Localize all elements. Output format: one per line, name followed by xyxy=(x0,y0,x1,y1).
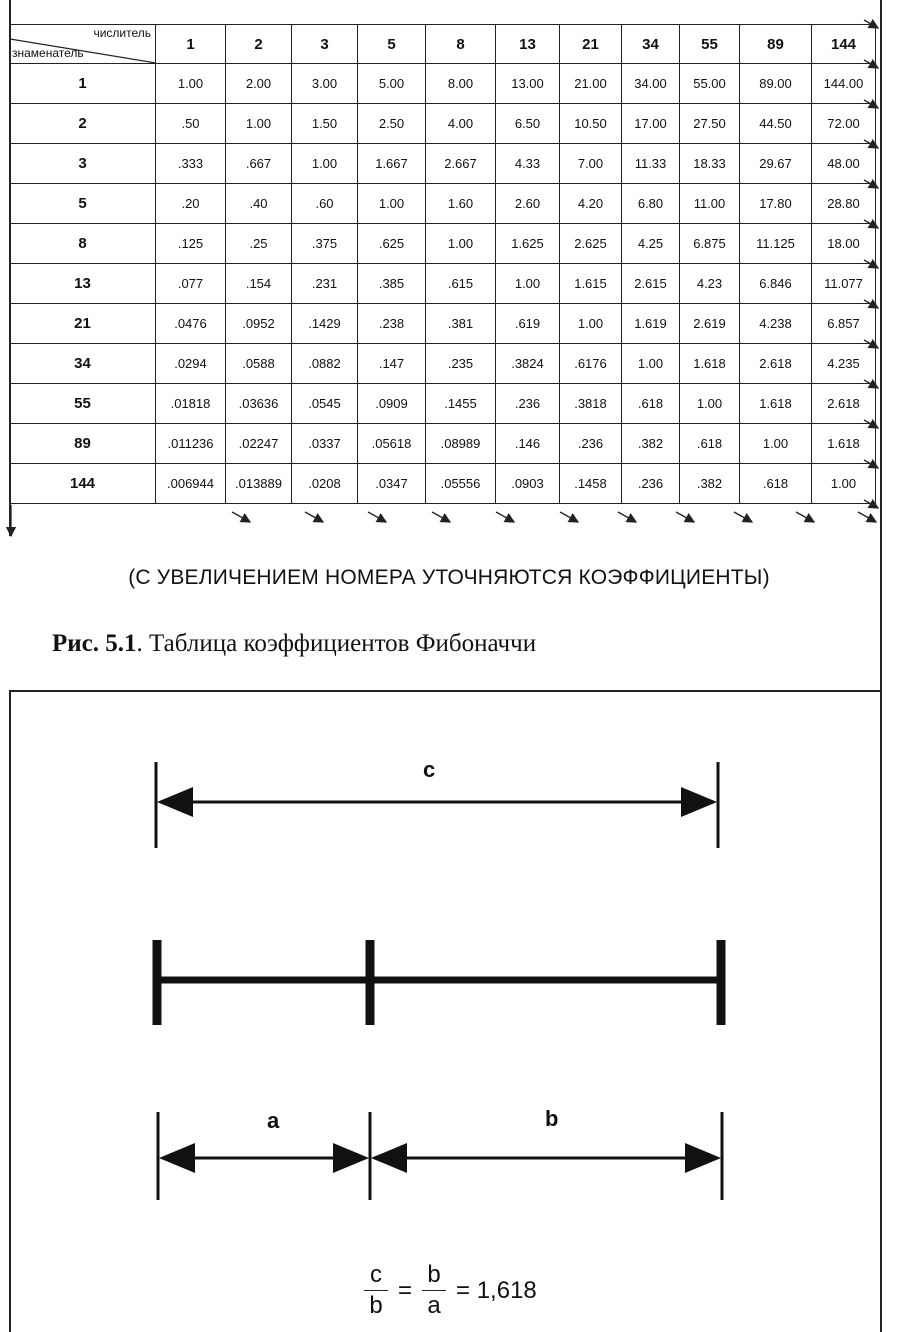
table-cell: .0208 xyxy=(292,464,358,504)
table-cell: .01818 xyxy=(156,384,226,424)
column-header: 8 xyxy=(426,25,496,64)
table-cell: 1.00 xyxy=(496,264,560,304)
fraction-b-over-a xyxy=(422,1262,446,1319)
row-diagonal-arrow xyxy=(864,140,878,148)
table-cell: .006944 xyxy=(156,464,226,504)
table-cell: 2.619 xyxy=(680,304,740,344)
table-cell: 48.00 xyxy=(812,144,876,184)
table-cell: 1.618 xyxy=(680,344,740,384)
table-cell: .615 xyxy=(426,264,496,304)
fraction-bar xyxy=(364,1290,388,1291)
column-diagonal-arrow xyxy=(734,512,752,522)
table-cell: 4.238 xyxy=(740,304,812,344)
table-cell: 8.00 xyxy=(426,64,496,104)
column-diagonal-arrow xyxy=(560,512,578,522)
table-cell: 21.00 xyxy=(560,64,622,104)
table-cell: .618 xyxy=(680,424,740,464)
table-cell: .236 xyxy=(560,424,622,464)
fraction-numerator: b xyxy=(427,1261,441,1288)
table-cell: .625 xyxy=(358,224,426,264)
table-cell: 6.846 xyxy=(740,264,812,304)
column-diagonal-arrow xyxy=(368,512,386,522)
table-cell: 3.00 xyxy=(292,64,358,104)
equals-sign: = xyxy=(398,1276,413,1304)
formula-result: = 1,618 xyxy=(456,1276,537,1304)
table-cell: 17.00 xyxy=(622,104,680,144)
table-cell: .385 xyxy=(358,264,426,304)
table-cell: .013889 xyxy=(226,464,292,504)
table-cell: .619 xyxy=(496,304,560,344)
row-header: 13 xyxy=(10,264,156,304)
table-cell: .50 xyxy=(156,104,226,144)
table-cell: 2.618 xyxy=(740,344,812,384)
row-header: 8 xyxy=(10,224,156,264)
table-cell: 5.00 xyxy=(358,64,426,104)
table-cell: 1.667 xyxy=(358,144,426,184)
table-cell: 1.00 xyxy=(622,344,680,384)
row-header: 2 xyxy=(10,104,156,144)
fraction-c-over-b xyxy=(364,1262,388,1319)
table-cell: .238 xyxy=(358,304,426,344)
table-cell: 55.00 xyxy=(680,64,740,104)
table-cell: .0882 xyxy=(292,344,358,384)
table-cell: .154 xyxy=(226,264,292,304)
table-cell: .6176 xyxy=(560,344,622,384)
golden-ratio-formula xyxy=(360,1262,543,1319)
table-cell: 72.00 xyxy=(812,104,876,144)
table-cell: 18.00 xyxy=(812,224,876,264)
table-cell: 2.00 xyxy=(226,64,292,104)
row-diagonal-arrow xyxy=(864,60,878,68)
table-cell: 1.00 xyxy=(560,304,622,344)
table-cell: .25 xyxy=(226,224,292,264)
column-header: 55 xyxy=(680,25,740,64)
table-cell: 4.25 xyxy=(622,224,680,264)
figure-title: . Таблица коэффициентов Фибоначчи xyxy=(136,630,537,657)
table-cell: .077 xyxy=(156,264,226,304)
table-cell: .05618 xyxy=(358,424,426,464)
table-cell: .0337 xyxy=(292,424,358,464)
table-cell: 1.50 xyxy=(292,104,358,144)
column-diagonal-arrow xyxy=(796,512,814,522)
table-cell: 6.50 xyxy=(496,104,560,144)
table-cell: .236 xyxy=(622,464,680,504)
table-cell: 1.00 xyxy=(812,464,876,504)
table-cell: 2.60 xyxy=(496,184,560,224)
column-header: 144 xyxy=(812,25,876,64)
table-cell: .03636 xyxy=(226,384,292,424)
table-cell: 4.00 xyxy=(426,104,496,144)
table-cell: .60 xyxy=(292,184,358,224)
table-cell: 89.00 xyxy=(740,64,812,104)
table-cell: 29.67 xyxy=(740,144,812,184)
row-diagonal-arrow xyxy=(864,180,878,188)
row-diagonal-arrow xyxy=(864,100,878,108)
column-diagonal-arrow xyxy=(305,512,323,522)
table-cell: 2.625 xyxy=(560,224,622,264)
table-cell: .1458 xyxy=(560,464,622,504)
table-cell: .667 xyxy=(226,144,292,184)
row-header: 1 xyxy=(10,64,156,104)
table-cell: 1.00 xyxy=(426,224,496,264)
table-cell: .618 xyxy=(740,464,812,504)
table-cell: 28.80 xyxy=(812,184,876,224)
table-cell: .20 xyxy=(156,184,226,224)
row-header: 55 xyxy=(10,384,156,424)
table-cell: 1.60 xyxy=(426,184,496,224)
column-diagonal-arrow xyxy=(496,512,514,522)
table-cell: .011236 xyxy=(156,424,226,464)
column-diagonal-arrow xyxy=(858,512,876,522)
table-cell: .08989 xyxy=(426,424,496,464)
table-cell: 4.33 xyxy=(496,144,560,184)
table-cell: 1.618 xyxy=(812,424,876,464)
table-cell: 1.00 xyxy=(740,424,812,464)
column-header: 3 xyxy=(292,25,358,64)
table-cell: 1.00 xyxy=(226,104,292,144)
table-cell: 27.50 xyxy=(680,104,740,144)
column-diagonal-arrow xyxy=(232,512,250,522)
table-cell: .381 xyxy=(426,304,496,344)
table-cell: 4.20 xyxy=(560,184,622,224)
table-cell: .125 xyxy=(156,224,226,264)
row-diagonal-arrow xyxy=(864,500,878,508)
table-cell: .3818 xyxy=(560,384,622,424)
row-header: 5 xyxy=(10,184,156,224)
table-cell: 1.618 xyxy=(740,384,812,424)
frame-left-line-lower xyxy=(9,690,11,1332)
table-cell: 6.80 xyxy=(622,184,680,224)
table-cell: 4.23 xyxy=(680,264,740,304)
fraction-numerator: c xyxy=(370,1261,382,1288)
row-diagonal-arrow xyxy=(864,420,878,428)
row-header: 21 xyxy=(10,304,156,344)
table-cell: .231 xyxy=(292,264,358,304)
denominator-label: знаменатель xyxy=(12,46,84,60)
table-cell: 13.00 xyxy=(496,64,560,104)
table-cell: 2.618 xyxy=(812,384,876,424)
table-cell: .382 xyxy=(680,464,740,504)
row-diagonal-arrow xyxy=(864,260,878,268)
table-cell: 7.00 xyxy=(560,144,622,184)
table-cell: .333 xyxy=(156,144,226,184)
table-cell: 4.235 xyxy=(812,344,876,384)
column-header: 1 xyxy=(156,25,226,64)
table-cell: .0952 xyxy=(226,304,292,344)
table-cell: .1429 xyxy=(292,304,358,344)
table-cell: 2.667 xyxy=(426,144,496,184)
column-diagonal-arrow xyxy=(618,512,636,522)
table-cell: 11.125 xyxy=(740,224,812,264)
numerator-label: числитель xyxy=(93,26,151,40)
table-cell: .236 xyxy=(496,384,560,424)
label-a: a xyxy=(267,1108,280,1133)
table-cell: .375 xyxy=(292,224,358,264)
table-cell: 144.00 xyxy=(812,64,876,104)
table-cell: 44.50 xyxy=(740,104,812,144)
table-cell: 1.00 xyxy=(292,144,358,184)
table-cell: .147 xyxy=(358,344,426,384)
table-cell: 2.50 xyxy=(358,104,426,144)
table-cell: 34.00 xyxy=(622,64,680,104)
table-cell: 6.857 xyxy=(812,304,876,344)
table-cell: .0476 xyxy=(156,304,226,344)
row-diagonal-arrow xyxy=(864,460,878,468)
table-cell: .0588 xyxy=(226,344,292,384)
fraction-denominator: b xyxy=(369,1292,383,1319)
column-header: 21 xyxy=(560,25,622,64)
row-diagonal-arrow xyxy=(864,20,878,28)
table-cell: 11.33 xyxy=(622,144,680,184)
column-header: 34 xyxy=(622,25,680,64)
column-header: 89 xyxy=(740,25,812,64)
table-note: (С УВЕЛИЧЕНИЕМ НОМЕРА УТОЧНЯЮТСЯ КОЭФФИЦИЕНТЫ) xyxy=(128,566,770,589)
figure-number: Рис. 5.1 xyxy=(52,630,137,657)
row-diagonal-arrow xyxy=(864,220,878,228)
table-cell: 11.077 xyxy=(812,264,876,304)
column-diagonal-arrow xyxy=(676,512,694,522)
table-cell: .382 xyxy=(622,424,680,464)
table-cell: 1.00 xyxy=(156,64,226,104)
table-cell: 10.50 xyxy=(560,104,622,144)
row-diagonal-arrow xyxy=(864,300,878,308)
table-cell: 11.00 xyxy=(680,184,740,224)
table-cell: 18.33 xyxy=(680,144,740,184)
table-cell: 2.615 xyxy=(622,264,680,304)
column-diagonal-arrow xyxy=(432,512,450,522)
table-cell: 1.00 xyxy=(680,384,740,424)
table-cell: .0347 xyxy=(358,464,426,504)
table-cell: .05556 xyxy=(426,464,496,504)
row-header: 3 xyxy=(10,144,156,184)
table-cell: 1.615 xyxy=(560,264,622,304)
label-c: c xyxy=(423,757,436,782)
table-cell: .0909 xyxy=(358,384,426,424)
table-cell: .3824 xyxy=(496,344,560,384)
row-header: 144 xyxy=(10,464,156,504)
table-cell: 1.619 xyxy=(622,304,680,344)
table-cell: 1.625 xyxy=(496,224,560,264)
table-cell: .40 xyxy=(226,184,292,224)
row-diagonal-arrow xyxy=(864,380,878,388)
table-cell: 6.875 xyxy=(680,224,740,264)
table-cell: .1455 xyxy=(426,384,496,424)
table-cell: .0545 xyxy=(292,384,358,424)
row-header: 34 xyxy=(10,344,156,384)
figure-caption xyxy=(52,630,536,658)
table-cell: .618 xyxy=(622,384,680,424)
table-cell: .0294 xyxy=(156,344,226,384)
row-diagonal-arrow xyxy=(864,340,878,348)
row-header: 89 xyxy=(10,424,156,464)
column-header: 2 xyxy=(226,25,292,64)
column-header: 5 xyxy=(358,25,426,64)
fraction-bar xyxy=(422,1290,446,1291)
fraction-denominator: a xyxy=(427,1292,441,1319)
table-cell: 17.80 xyxy=(740,184,812,224)
table-arrows xyxy=(0,0,898,540)
table-cell: .0903 xyxy=(496,464,560,504)
table-cell: .146 xyxy=(496,424,560,464)
label-b: b xyxy=(545,1106,559,1131)
section-divider xyxy=(9,690,882,692)
table-cell: 1.00 xyxy=(358,184,426,224)
table-cell: .02247 xyxy=(226,424,292,464)
column-header: 13 xyxy=(496,25,560,64)
table-cell: .235 xyxy=(426,344,496,384)
